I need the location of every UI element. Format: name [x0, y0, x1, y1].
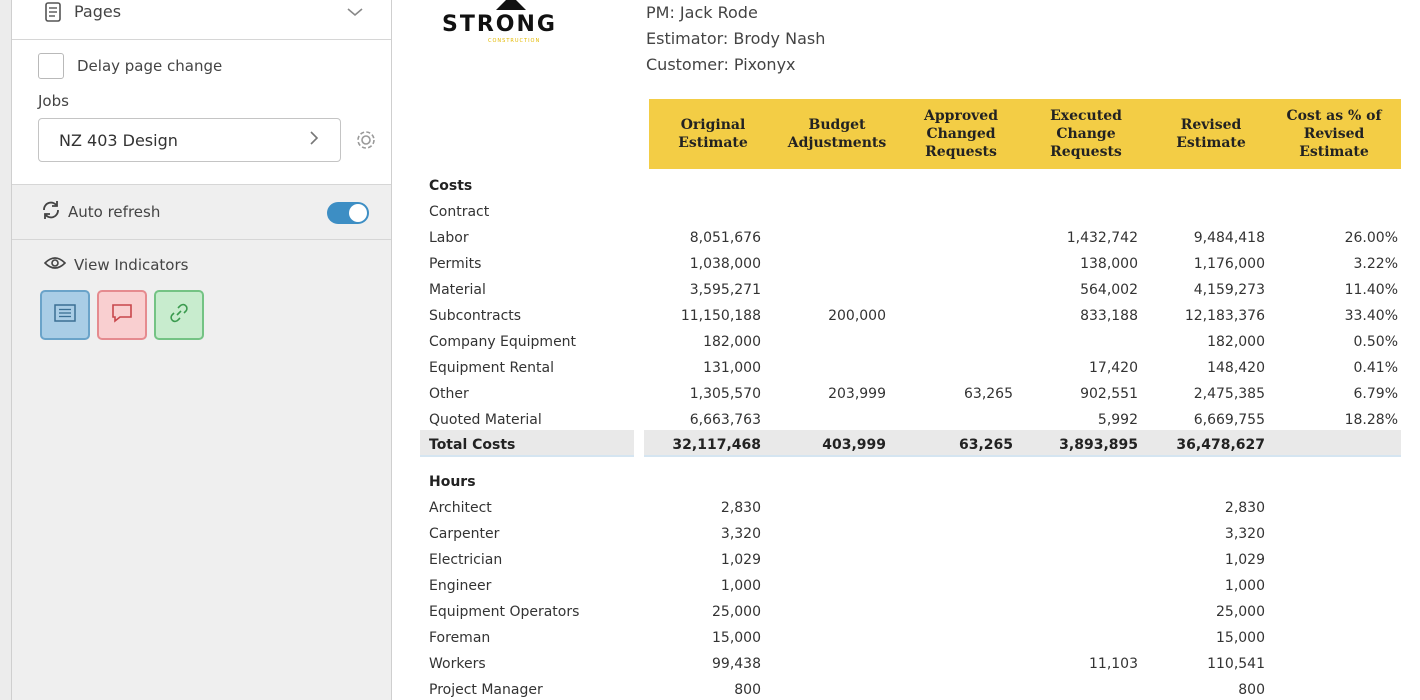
- row-value: 63,265: [958, 437, 1013, 453]
- row-label: Engineer: [429, 578, 492, 594]
- chevron-down-icon[interactable]: [345, 2, 365, 22]
- row-label: Equipment Operators: [429, 604, 580, 620]
- comment-icon: [111, 303, 133, 327]
- table-row: [420, 382, 1420, 408]
- row-value: 1,000: [720, 578, 761, 594]
- row-label: Foreman: [429, 630, 491, 646]
- pm-text: PM: Jack Rode: [646, 3, 758, 22]
- indicator-buttons: [12, 290, 391, 340]
- jobs-select[interactable]: [38, 118, 341, 162]
- pages-dropdown[interactable]: [12, 0, 391, 40]
- row-label: Other: [429, 386, 469, 402]
- column-header-5: [1149, 99, 1273, 169]
- row-value: 26.00%: [1344, 230, 1398, 246]
- row-value: 11,103: [1089, 656, 1138, 672]
- row-value: 63,265: [964, 386, 1013, 402]
- job-cost-report: [420, 0, 1420, 700]
- table-row: [420, 226, 1420, 252]
- delay-page-change-label: Delay page change: [77, 57, 223, 75]
- row-value: 32,117,468: [672, 437, 761, 453]
- hours-section-title: [420, 470, 1420, 496]
- row-label: Labor: [429, 230, 469, 246]
- job-meta: [646, 0, 825, 78]
- row-value: 4,159,273: [1193, 282, 1265, 298]
- eye-icon: [44, 255, 66, 275]
- column-header-line: Revised: [1180, 117, 1242, 133]
- row-value: 25,000: [1216, 604, 1265, 620]
- column-header-line: Estimate: [1176, 135, 1246, 151]
- options-section: [12, 40, 391, 185]
- row-value: 200,000: [828, 308, 886, 324]
- row-value: 1,038,000: [689, 256, 761, 272]
- column-header-4: [1024, 99, 1148, 169]
- row-value: 1,176,000: [1193, 256, 1265, 272]
- row-value: 182,000: [1207, 334, 1265, 350]
- row-value: 3,893,895: [1059, 437, 1138, 453]
- table-row: [420, 652, 1420, 678]
- jobs-label: Jobs: [38, 92, 69, 110]
- row-value: 0.50%: [1353, 334, 1398, 350]
- row-label: Contract: [429, 204, 490, 220]
- pages-label: Pages: [74, 2, 122, 21]
- row-label: Total Costs: [429, 437, 516, 453]
- row-value: 564,002: [1080, 282, 1138, 298]
- row-value: 5,992: [1097, 412, 1138, 428]
- costs-section-title: [420, 174, 1420, 200]
- comments-indicator-button[interactable]: [97, 290, 147, 340]
- column-header-line: Approved: [924, 108, 998, 124]
- row-value: 11.40%: [1344, 282, 1398, 298]
- costs-section-title-label: Costs: [429, 178, 473, 194]
- row-label: Workers: [429, 656, 486, 672]
- row-value: 6,663,763: [689, 412, 761, 428]
- table-row: [420, 330, 1420, 356]
- auto-refresh-toggle[interactable]: [327, 202, 369, 224]
- row-value: 3.22%: [1353, 256, 1398, 272]
- row-value: 2,475,385: [1193, 386, 1265, 402]
- column-header-line: Budget: [808, 117, 866, 133]
- row-value: 17,420: [1089, 360, 1138, 376]
- gear-icon[interactable]: [353, 127, 379, 153]
- row-value: 8,051,676: [689, 230, 761, 246]
- table-row: [420, 200, 1420, 226]
- row-value: 1,000: [1224, 578, 1265, 594]
- row-label: Subcontracts: [429, 308, 522, 324]
- row-value: 2,830: [720, 500, 761, 516]
- row-value: 99,438: [712, 656, 761, 672]
- table-row: [420, 678, 1420, 700]
- sidebar: [12, 0, 392, 700]
- row-value: 1,432,742: [1066, 230, 1138, 246]
- links-indicator-button[interactable]: [154, 290, 204, 340]
- row-value: 6,669,755: [1193, 412, 1265, 428]
- table-row: [420, 496, 1420, 522]
- row-value: 3,595,271: [689, 282, 761, 298]
- table-row: [420, 548, 1420, 574]
- row-value: 2,830: [1224, 500, 1265, 516]
- column-header-line: Change: [1056, 126, 1116, 142]
- row-label: Quoted Material: [429, 412, 542, 428]
- view-indicators-row: [12, 240, 391, 290]
- column-header-line: Revised: [1303, 126, 1365, 142]
- row-value: 18.28%: [1344, 412, 1398, 428]
- row-label: Material: [429, 282, 486, 298]
- row-value: 833,188: [1080, 308, 1138, 324]
- column-header-line: Cost as % of: [1286, 108, 1382, 124]
- column-header-line: Original: [680, 117, 746, 133]
- row-value: 15,000: [1216, 630, 1265, 646]
- table-row: [420, 522, 1420, 548]
- row-value: 131,000: [703, 360, 761, 376]
- row-value: 33.40%: [1344, 308, 1398, 324]
- row-value: 15,000: [712, 630, 761, 646]
- delay-page-change-checkbox[interactable]: [38, 53, 64, 79]
- row-value: 110,541: [1207, 656, 1265, 672]
- hours-section-title-label: Hours: [429, 474, 476, 490]
- jobs-selected-value: NZ 403 Design: [59, 130, 178, 150]
- row-value: 902,551: [1080, 386, 1138, 402]
- logo-subtext: CONSTRUCTION: [488, 38, 541, 44]
- link-icon: [168, 302, 190, 328]
- column-header-3: [899, 99, 1023, 169]
- column-header-line: Adjustments: [787, 135, 887, 151]
- row-value: 6.79%: [1353, 386, 1398, 402]
- auto-refresh-label: Auto refresh: [68, 203, 161, 221]
- column-header-line: Estimate: [1299, 144, 1369, 160]
- column-header-1: [651, 99, 775, 169]
- column-header-6: [1272, 99, 1396, 169]
- row-value: 800: [1238, 682, 1265, 698]
- row-label: Permits: [429, 256, 482, 272]
- row-value: 138,000: [1080, 256, 1138, 272]
- table-row: [420, 433, 1420, 459]
- row-value: 3,320: [720, 526, 761, 542]
- column-header-line: Executed: [1050, 108, 1122, 124]
- row-value: 36,478,627: [1176, 437, 1265, 453]
- row-value: 0.41%: [1353, 360, 1398, 376]
- company-logo: [442, 0, 582, 50]
- row-value: 203,999: [828, 386, 886, 402]
- row-label: Equipment Rental: [429, 360, 554, 376]
- chevron-right-icon: [308, 128, 320, 152]
- auto-refresh-row: [12, 185, 391, 240]
- column-header-line: Estimate: [678, 135, 748, 151]
- table-row: [420, 304, 1420, 330]
- table-row: [420, 278, 1420, 304]
- row-value: 148,420: [1207, 360, 1265, 376]
- row-value: 1,029: [1224, 552, 1265, 568]
- jobs-row: [12, 118, 391, 162]
- row-label: Carpenter: [429, 526, 500, 542]
- table-row: [420, 356, 1420, 382]
- table-row: [420, 626, 1420, 652]
- table-row: [420, 600, 1420, 626]
- row-value: 3,320: [1224, 526, 1265, 542]
- row-label: Company Equipment: [429, 334, 577, 350]
- row-value: 182,000: [703, 334, 761, 350]
- view-indicators-label: View Indicators: [74, 256, 189, 274]
- list-icon: [54, 304, 76, 326]
- customer-text: Customer: Pixonyx: [646, 55, 796, 74]
- row-value: 9,484,418: [1193, 230, 1265, 246]
- table-row: [420, 574, 1420, 600]
- refresh-icon: [40, 199, 62, 225]
- row-label: Project Manager: [429, 682, 543, 698]
- logo-wordmark: STRONG: [442, 12, 557, 37]
- toggle-knob: [349, 204, 367, 222]
- row-value: 1,305,570: [689, 386, 761, 402]
- column-header-2: [775, 99, 899, 169]
- column-header-line: Changed: [926, 126, 996, 142]
- estimator-text: Estimator: Brody Nash: [646, 29, 826, 48]
- table-row: [420, 252, 1420, 278]
- row-value: 800: [734, 682, 761, 698]
- document-icon: [42, 1, 64, 23]
- row-value: 11,150,188: [680, 308, 761, 324]
- row-value: 12,183,376: [1184, 308, 1265, 324]
- row-value: 1,029: [720, 552, 761, 568]
- row-label: Electrician: [429, 552, 503, 568]
- outer-panel-edge: [0, 0, 12, 700]
- column-header-line: Requests: [1050, 144, 1122, 160]
- row-value: 25,000: [712, 604, 761, 620]
- row-label: Architect: [429, 500, 492, 516]
- notes-indicator-button[interactable]: [40, 290, 90, 340]
- row-value: 403,999: [822, 437, 886, 453]
- column-header-line: Requests: [925, 144, 997, 160]
- delay-page-change-row[interactable]: [12, 52, 391, 80]
